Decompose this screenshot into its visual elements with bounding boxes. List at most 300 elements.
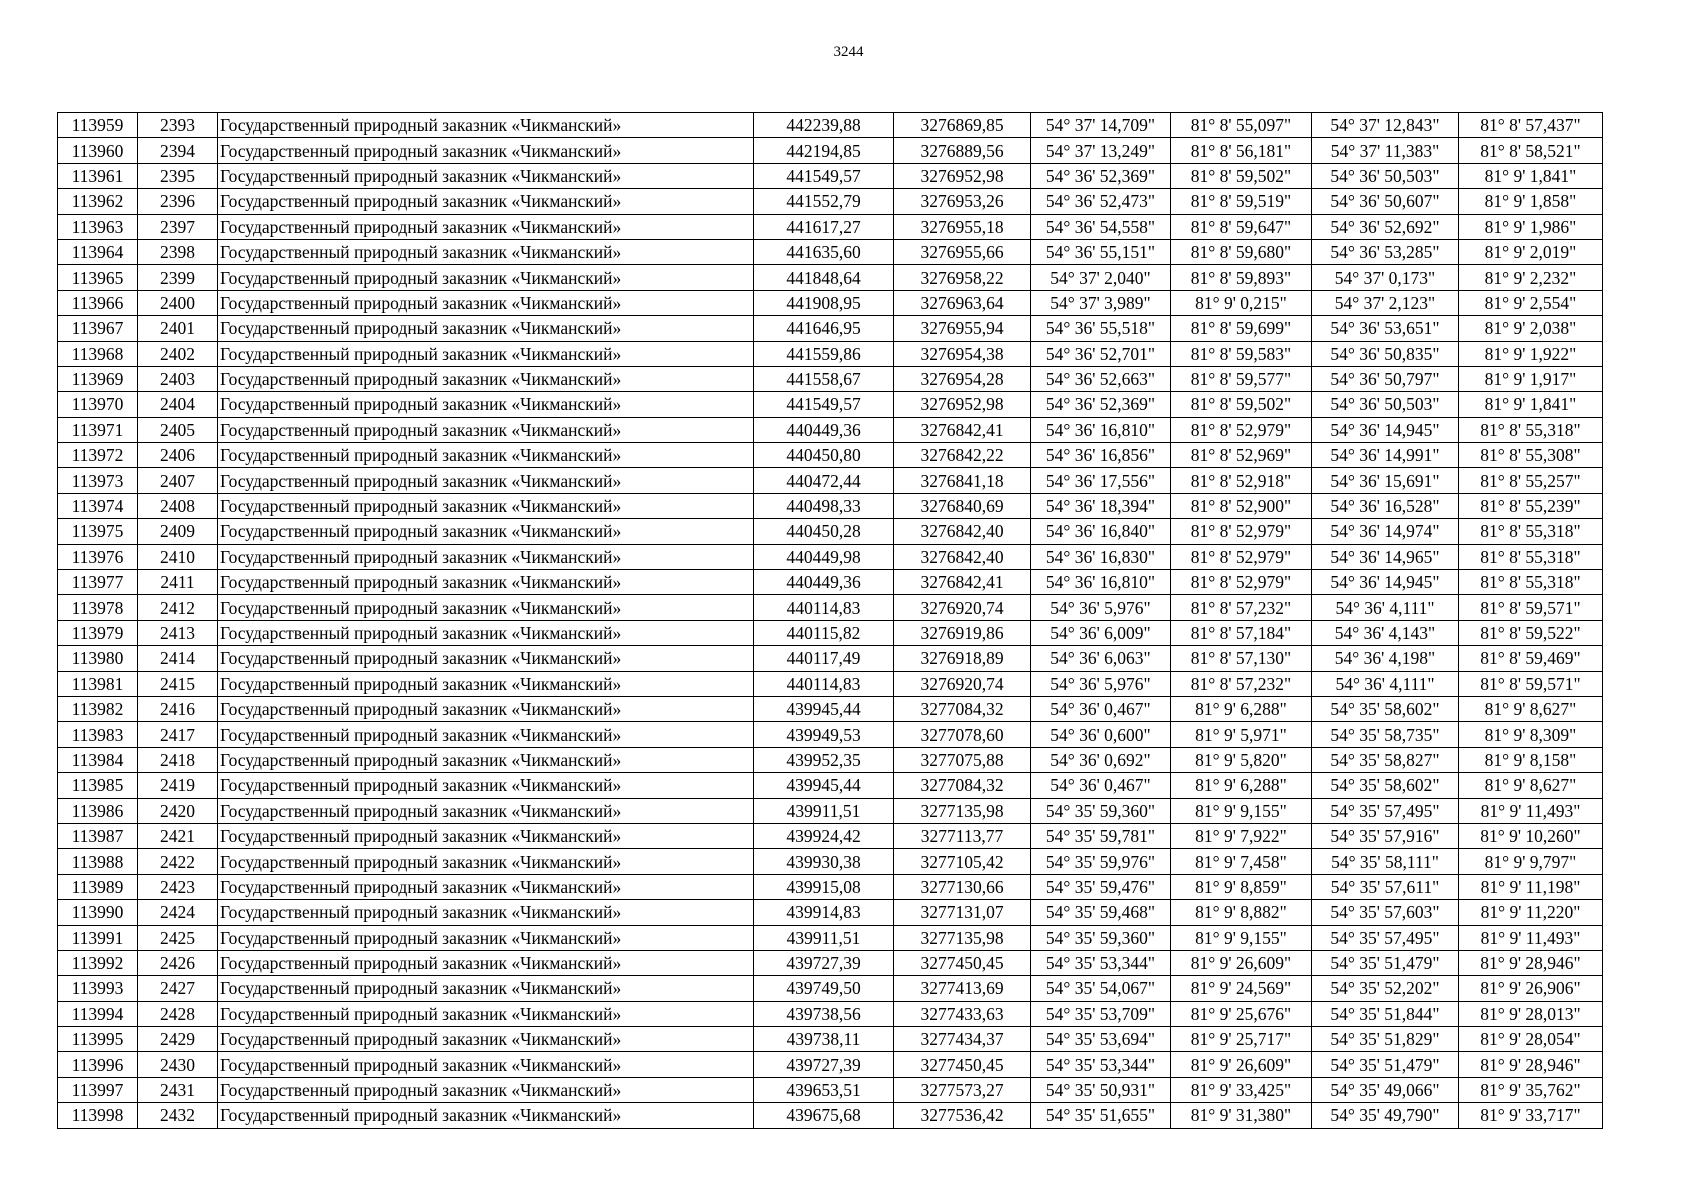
- cell-longitude-2: 81° 8' 55,318": [1459, 417, 1603, 442]
- cell-point-number: 2425: [138, 925, 218, 950]
- cell-longitude-2: 81° 9' 28,013": [1459, 1001, 1603, 1026]
- cell-latitude-1: 54° 35' 53,344": [1031, 950, 1171, 975]
- cell-territory-name: Государственный природный заказник «Чикманский»: [218, 417, 754, 442]
- cell-point-number: 2406: [138, 443, 218, 468]
- cell-y-coordinate: 3277135,98: [894, 798, 1031, 823]
- cell-x-coordinate: 440449,98: [754, 544, 894, 569]
- cell-y-coordinate: 3276920,74: [894, 595, 1031, 620]
- cell-territory-name: Государственный природный заказник «Чикманский»: [218, 671, 754, 696]
- cell-latitude-2: 54° 36' 50,835": [1312, 341, 1459, 366]
- cell-record-id: 113993: [58, 976, 138, 1001]
- cell-x-coordinate: 441559,86: [754, 341, 894, 366]
- cell-point-number: 2399: [138, 265, 218, 290]
- cell-latitude-2: 54° 35' 58,735": [1312, 722, 1459, 747]
- cell-longitude-1: 81° 8' 52,969": [1171, 443, 1312, 468]
- cell-latitude-1: 54° 36' 0,467": [1031, 696, 1171, 721]
- cell-record-id: 113960: [58, 138, 138, 163]
- cell-y-coordinate: 3276952,98: [894, 392, 1031, 417]
- cell-longitude-2: 81° 9' 8,627": [1459, 773, 1603, 798]
- cell-point-number: 2405: [138, 417, 218, 442]
- cell-latitude-2: 54° 36' 4,111": [1312, 595, 1459, 620]
- cell-territory-name: Государственный природный заказник «Чикманский»: [218, 163, 754, 188]
- cell-latitude-2: 54° 36' 4,198": [1312, 646, 1459, 671]
- cell-point-number: 2429: [138, 1027, 218, 1052]
- cell-y-coordinate: 3276842,40: [894, 519, 1031, 544]
- cell-y-coordinate: 3276955,18: [894, 214, 1031, 239]
- cell-latitude-1: 54° 36' 6,063": [1031, 646, 1171, 671]
- cell-record-id: 113979: [58, 620, 138, 645]
- cell-latitude-1: 54° 36' 16,810": [1031, 417, 1171, 442]
- cell-latitude-1: 54° 35' 53,344": [1031, 1052, 1171, 1077]
- cell-territory-name: Государственный природный заказник «Чикманский»: [218, 595, 754, 620]
- cell-record-id: 113973: [58, 468, 138, 493]
- cell-territory-name: Государственный природный заказник «Чикманский»: [218, 747, 754, 772]
- cell-y-coordinate: 3276918,89: [894, 646, 1031, 671]
- cell-territory-name: Государственный природный заказник «Чикманский»: [218, 1052, 754, 1077]
- cell-y-coordinate: 3276920,74: [894, 671, 1031, 696]
- cell-longitude-2: 81° 9' 28,946": [1459, 1052, 1603, 1077]
- cell-latitude-1: 54° 35' 54,067": [1031, 976, 1171, 1001]
- table-row: [58, 214, 1603, 239]
- cell-latitude-2: 54° 35' 58,602": [1312, 696, 1459, 721]
- cell-longitude-2: 81° 9' 1,841": [1459, 392, 1603, 417]
- cell-record-id: 113998: [58, 1103, 138, 1128]
- cell-x-coordinate: 441558,67: [754, 366, 894, 391]
- cell-x-coordinate: 440114,83: [754, 595, 894, 620]
- cell-y-coordinate: 3276841,18: [894, 468, 1031, 493]
- cell-y-coordinate: 3277450,45: [894, 950, 1031, 975]
- cell-record-id: 113997: [58, 1077, 138, 1102]
- cell-x-coordinate: 440449,36: [754, 570, 894, 595]
- cell-longitude-1: 81° 8' 52,979": [1171, 544, 1312, 569]
- cell-latitude-2: 54° 35' 57,495": [1312, 798, 1459, 823]
- cell-longitude-1: 81° 9' 0,215": [1171, 290, 1312, 315]
- table-row: [58, 950, 1603, 975]
- cell-record-id: 113961: [58, 163, 138, 188]
- cell-y-coordinate: 3276842,40: [894, 544, 1031, 569]
- cell-y-coordinate: 3276842,41: [894, 417, 1031, 442]
- cell-territory-name: Государственный природный заказник «Чикманский»: [218, 1103, 754, 1128]
- cell-latitude-1: 54° 35' 59,976": [1031, 849, 1171, 874]
- cell-record-id: 113974: [58, 493, 138, 518]
- cell-longitude-1: 81° 9' 7,922": [1171, 823, 1312, 848]
- cell-latitude-2: 54° 36' 4,143": [1312, 620, 1459, 645]
- cell-longitude-2: 81° 8' 59,469": [1459, 646, 1603, 671]
- table-row: [58, 519, 1603, 544]
- cell-latitude-2: 54° 37' 12,843": [1312, 113, 1459, 138]
- cell-latitude-2: 54° 36' 14,965": [1312, 544, 1459, 569]
- cell-point-number: 2403: [138, 366, 218, 391]
- cell-x-coordinate: 441908,95: [754, 290, 894, 315]
- table-row: [58, 544, 1603, 569]
- cell-latitude-1: 54° 35' 51,655": [1031, 1103, 1171, 1128]
- cell-longitude-1: 81° 9' 6,288": [1171, 696, 1312, 721]
- table-row: [58, 239, 1603, 264]
- table-row: [58, 849, 1603, 874]
- cell-latitude-2: 54° 36' 14,991": [1312, 443, 1459, 468]
- cell-latitude-1: 54° 36' 54,558": [1031, 214, 1171, 239]
- cell-longitude-1: 81° 9' 5,971": [1171, 722, 1312, 747]
- page-number: 3244: [833, 44, 864, 60]
- cell-territory-name: Государственный природный заказник «Чикманский»: [218, 773, 754, 798]
- cell-record-id: 113991: [58, 925, 138, 950]
- cell-latitude-1: 54° 35' 59,360": [1031, 798, 1171, 823]
- cell-point-number: 2404: [138, 392, 218, 417]
- cell-latitude-2: 54° 35' 49,790": [1312, 1103, 1459, 1128]
- cell-point-number: 2418: [138, 747, 218, 772]
- cell-territory-name: Государственный природный заказник «Чикманский»: [218, 493, 754, 518]
- cell-latitude-1: 54° 35' 59,781": [1031, 823, 1171, 848]
- table-row: [58, 443, 1603, 468]
- cell-longitude-2: 81° 9' 26,906": [1459, 976, 1603, 1001]
- cell-record-id: 113971: [58, 417, 138, 442]
- table-row: [58, 823, 1603, 848]
- cell-y-coordinate: 3276955,66: [894, 239, 1031, 264]
- cell-longitude-2: 81° 8' 59,571": [1459, 671, 1603, 696]
- cell-latitude-2: 54° 36' 50,797": [1312, 366, 1459, 391]
- table-row: [58, 671, 1603, 696]
- cell-point-number: 2410: [138, 544, 218, 569]
- table-row: [58, 417, 1603, 442]
- cell-longitude-1: 81° 8' 52,979": [1171, 570, 1312, 595]
- table-row: [58, 265, 1603, 290]
- cell-point-number: 2402: [138, 341, 218, 366]
- cell-record-id: 113967: [58, 316, 138, 341]
- cell-longitude-2: 81° 9' 2,232": [1459, 265, 1603, 290]
- cell-longitude-2: 81° 8' 59,571": [1459, 595, 1603, 620]
- table-row: [58, 468, 1603, 493]
- coordinates-table: [57, 112, 1603, 1129]
- cell-record-id: 113980: [58, 646, 138, 671]
- cell-latitude-2: 54° 35' 58,111": [1312, 849, 1459, 874]
- table-row: [58, 1052, 1603, 1077]
- cell-longitude-1: 81° 8' 59,583": [1171, 341, 1312, 366]
- cell-latitude-1: 54° 36' 52,663": [1031, 366, 1171, 391]
- cell-latitude-1: 54° 36' 0,692": [1031, 747, 1171, 772]
- cell-point-number: 2398: [138, 239, 218, 264]
- table-body: [58, 113, 1603, 1129]
- cell-y-coordinate: 3276953,26: [894, 189, 1031, 214]
- cell-latitude-1: 54° 36' 16,856": [1031, 443, 1171, 468]
- cell-latitude-2: 54° 35' 57,611": [1312, 874, 1459, 899]
- cell-record-id: 113992: [58, 950, 138, 975]
- cell-x-coordinate: 439952,35: [754, 747, 894, 772]
- table-row: [58, 900, 1603, 925]
- cell-territory-name: Государственный природный заказник «Чикманский»: [218, 366, 754, 391]
- cell-latitude-1: 54° 35' 53,709": [1031, 1001, 1171, 1026]
- cell-latitude-1: 54° 36' 55,518": [1031, 316, 1171, 341]
- cell-y-coordinate: 3277135,98: [894, 925, 1031, 950]
- cell-point-number: 2413: [138, 620, 218, 645]
- cell-y-coordinate: 3277434,37: [894, 1027, 1031, 1052]
- cell-latitude-2: 54° 35' 51,479": [1312, 950, 1459, 975]
- cell-y-coordinate: 3276889,56: [894, 138, 1031, 163]
- cell-point-number: 2426: [138, 950, 218, 975]
- cell-territory-name: Государственный природный заказник «Чикманский»: [218, 316, 754, 341]
- cell-x-coordinate: 440450,28: [754, 519, 894, 544]
- cell-y-coordinate: 3276954,28: [894, 366, 1031, 391]
- cell-y-coordinate: 3277075,88: [894, 747, 1031, 772]
- cell-longitude-1: 81° 9' 26,609": [1171, 1052, 1312, 1077]
- table-row: [58, 290, 1603, 315]
- cell-latitude-1: 54° 36' 52,369": [1031, 163, 1171, 188]
- cell-latitude-2: 54° 35' 57,603": [1312, 900, 1459, 925]
- cell-x-coordinate: 441646,95: [754, 316, 894, 341]
- cell-latitude-2: 54° 36' 14,945": [1312, 417, 1459, 442]
- cell-y-coordinate: 3277078,60: [894, 722, 1031, 747]
- cell-territory-name: Государственный природный заказник «Чикманский»: [218, 646, 754, 671]
- cell-territory-name: Государственный природный заказник «Чикманский»: [218, 138, 754, 163]
- cell-point-number: 2421: [138, 823, 218, 848]
- cell-latitude-1: 54° 36' 17,556": [1031, 468, 1171, 493]
- cell-point-number: 2396: [138, 189, 218, 214]
- cell-latitude-2: 54° 35' 49,066": [1312, 1077, 1459, 1102]
- cell-latitude-2: 54° 36' 14,945": [1312, 570, 1459, 595]
- cell-record-id: 113982: [58, 696, 138, 721]
- cell-record-id: 113970: [58, 392, 138, 417]
- cell-record-id: 113995: [58, 1027, 138, 1052]
- cell-point-number: 2414: [138, 646, 218, 671]
- cell-x-coordinate: 439945,44: [754, 773, 894, 798]
- cell-longitude-2: 81° 9' 8,627": [1459, 696, 1603, 721]
- cell-x-coordinate: 441848,64: [754, 265, 894, 290]
- cell-latitude-1: 54° 35' 59,360": [1031, 925, 1171, 950]
- cell-latitude-2: 54° 35' 58,827": [1312, 747, 1459, 772]
- table-row: [58, 874, 1603, 899]
- cell-latitude-1: 54° 37' 13,249": [1031, 138, 1171, 163]
- cell-latitude-1: 54° 36' 52,473": [1031, 189, 1171, 214]
- cell-territory-name: Государственный природный заказник «Чикманский»: [218, 570, 754, 595]
- cell-record-id: 113984: [58, 747, 138, 772]
- cell-x-coordinate: 439930,38: [754, 849, 894, 874]
- cell-longitude-1: 81° 8' 57,232": [1171, 595, 1312, 620]
- cell-latitude-1: 54° 36' 52,369": [1031, 392, 1171, 417]
- cell-longitude-2: 81° 9' 1,986": [1459, 214, 1603, 239]
- cell-x-coordinate: 441617,27: [754, 214, 894, 239]
- cell-longitude-1: 81° 9' 25,717": [1171, 1027, 1312, 1052]
- table-row: [58, 392, 1603, 417]
- cell-territory-name: Государственный природный заказник «Чикманский»: [218, 620, 754, 645]
- cell-territory-name: Государственный природный заказник «Чикманский»: [218, 874, 754, 899]
- cell-x-coordinate: 440115,82: [754, 620, 894, 645]
- cell-longitude-1: 81° 8' 59,647": [1171, 214, 1312, 239]
- cell-y-coordinate: 3276919,86: [894, 620, 1031, 645]
- cell-y-coordinate: 3276842,22: [894, 443, 1031, 468]
- cell-territory-name: Государственный природный заказник «Чикманский»: [218, 239, 754, 264]
- cell-point-number: 2424: [138, 900, 218, 925]
- table-row: [58, 798, 1603, 823]
- cell-longitude-1: 81° 8' 55,097": [1171, 113, 1312, 138]
- cell-point-number: 2423: [138, 874, 218, 899]
- table-row: [58, 341, 1603, 366]
- cell-latitude-2: 54° 35' 51,479": [1312, 1052, 1459, 1077]
- cell-y-coordinate: 3277433,63: [894, 1001, 1031, 1026]
- cell-latitude-2: 54° 36' 53,651": [1312, 316, 1459, 341]
- cell-point-number: 2427: [138, 976, 218, 1001]
- cell-x-coordinate: 441549,57: [754, 392, 894, 417]
- table-row: [58, 595, 1603, 620]
- cell-longitude-2: 81° 8' 55,318": [1459, 570, 1603, 595]
- cell-y-coordinate: 3277573,27: [894, 1077, 1031, 1102]
- cell-latitude-1: 54° 35' 50,931": [1031, 1077, 1171, 1102]
- cell-latitude-2: 54° 35' 51,844": [1312, 1001, 1459, 1026]
- cell-longitude-1: 81° 8' 56,181": [1171, 138, 1312, 163]
- cell-point-number: 2401: [138, 316, 218, 341]
- cell-point-number: 2397: [138, 214, 218, 239]
- table-row: [58, 1001, 1603, 1026]
- cell-x-coordinate: 439653,51: [754, 1077, 894, 1102]
- cell-x-coordinate: 439945,44: [754, 696, 894, 721]
- cell-latitude-2: 54° 36' 4,111": [1312, 671, 1459, 696]
- cell-y-coordinate: 3277105,42: [894, 849, 1031, 874]
- cell-x-coordinate: 441635,60: [754, 239, 894, 264]
- cell-record-id: 113964: [58, 239, 138, 264]
- cell-record-id: 113986: [58, 798, 138, 823]
- cell-x-coordinate: 442239,88: [754, 113, 894, 138]
- cell-record-id: 113994: [58, 1001, 138, 1026]
- cell-territory-name: Государственный природный заказник «Чикманский»: [218, 519, 754, 544]
- cell-latitude-1: 54° 37' 14,709": [1031, 113, 1171, 138]
- cell-latitude-2: 54° 37' 2,123": [1312, 290, 1459, 315]
- cell-longitude-2: 81° 8' 55,308": [1459, 443, 1603, 468]
- cell-territory-name: Государственный природный заказник «Чикманский»: [218, 823, 754, 848]
- cell-y-coordinate: 3276842,41: [894, 570, 1031, 595]
- cell-longitude-1: 81° 9' 31,380": [1171, 1103, 1312, 1128]
- cell-x-coordinate: 439727,39: [754, 950, 894, 975]
- cell-latitude-1: 54° 37' 2,040": [1031, 265, 1171, 290]
- cell-point-number: 2415: [138, 671, 218, 696]
- cell-latitude-1: 54° 36' 55,151": [1031, 239, 1171, 264]
- cell-y-coordinate: 3277450,45: [894, 1052, 1031, 1077]
- cell-y-coordinate: 3277130,66: [894, 874, 1031, 899]
- cell-x-coordinate: 440117,49: [754, 646, 894, 671]
- cell-latitude-1: 54° 35' 53,694": [1031, 1027, 1171, 1052]
- cell-y-coordinate: 3277084,32: [894, 696, 1031, 721]
- cell-longitude-1: 81° 8' 52,900": [1171, 493, 1312, 518]
- cell-x-coordinate: 439749,50: [754, 976, 894, 1001]
- cell-longitude-2: 81° 9' 1,922": [1459, 341, 1603, 366]
- cell-point-number: 2420: [138, 798, 218, 823]
- cell-point-number: 2432: [138, 1103, 218, 1128]
- cell-point-number: 2417: [138, 722, 218, 747]
- cell-record-id: 113975: [58, 519, 138, 544]
- cell-territory-name: Государственный природный заказник «Чикманский»: [218, 849, 754, 874]
- cell-record-id: 113983: [58, 722, 138, 747]
- cell-record-id: 113966: [58, 290, 138, 315]
- cell-latitude-1: 54° 36' 0,600": [1031, 722, 1171, 747]
- cell-longitude-2: 81° 8' 59,522": [1459, 620, 1603, 645]
- table-row: [58, 189, 1603, 214]
- cell-longitude-2: 81° 9' 10,260": [1459, 823, 1603, 848]
- cell-longitude-1: 81° 8' 59,502": [1171, 163, 1312, 188]
- cell-x-coordinate: 439675,68: [754, 1103, 894, 1128]
- cell-longitude-2: 81° 9' 2,038": [1459, 316, 1603, 341]
- cell-longitude-2: 81° 9' 33,717": [1459, 1103, 1603, 1128]
- cell-territory-name: Государственный природный заказник «Чикманский»: [218, 1077, 754, 1102]
- cell-y-coordinate: 3276869,85: [894, 113, 1031, 138]
- cell-record-id: 113965: [58, 265, 138, 290]
- cell-territory-name: Государственный природный заказник «Чикманский»: [218, 950, 754, 975]
- table-row: [58, 1103, 1603, 1128]
- cell-record-id: 113996: [58, 1052, 138, 1077]
- cell-longitude-1: 81° 8' 57,232": [1171, 671, 1312, 696]
- cell-territory-name: Государственный природный заказник «Чикманский»: [218, 722, 754, 747]
- cell-x-coordinate: 441549,57: [754, 163, 894, 188]
- table-row: [58, 316, 1603, 341]
- cell-longitude-2: 81° 9' 11,493": [1459, 798, 1603, 823]
- table-row: [58, 493, 1603, 518]
- cell-latitude-1: 54° 36' 0,467": [1031, 773, 1171, 798]
- table-row: [58, 163, 1603, 188]
- cell-latitude-2: 54° 36' 15,691": [1312, 468, 1459, 493]
- cell-longitude-1: 81° 8' 52,979": [1171, 519, 1312, 544]
- cell-record-id: 113959: [58, 113, 138, 138]
- table-row: [58, 1077, 1603, 1102]
- cell-longitude-2: 81° 8' 55,257": [1459, 468, 1603, 493]
- cell-latitude-1: 54° 36' 16,830": [1031, 544, 1171, 569]
- cell-latitude-1: 54° 36' 16,810": [1031, 570, 1171, 595]
- cell-x-coordinate: 439738,11: [754, 1027, 894, 1052]
- cell-point-number: 2430: [138, 1052, 218, 1077]
- cell-latitude-2: 54° 36' 16,528": [1312, 493, 1459, 518]
- cell-latitude-1: 54° 36' 52,701": [1031, 341, 1171, 366]
- cell-x-coordinate: 440114,83: [754, 671, 894, 696]
- cell-longitude-2: 81° 9' 35,762": [1459, 1077, 1603, 1102]
- cell-x-coordinate: 440472,44: [754, 468, 894, 493]
- cell-record-id: 113985: [58, 773, 138, 798]
- cell-longitude-1: 81° 8' 59,502": [1171, 392, 1312, 417]
- cell-record-id: 113968: [58, 341, 138, 366]
- cell-territory-name: Государственный природный заказник «Чикманский»: [218, 189, 754, 214]
- cell-longitude-1: 81° 8' 52,918": [1171, 468, 1312, 493]
- table-row: [58, 925, 1603, 950]
- cell-territory-name: Государственный природный заказник «Чикманский»: [218, 443, 754, 468]
- cell-longitude-1: 81° 9' 8,859": [1171, 874, 1312, 899]
- table-row: [58, 113, 1603, 138]
- cell-latitude-2: 54° 35' 52,202": [1312, 976, 1459, 1001]
- cell-y-coordinate: 3277113,77: [894, 823, 1031, 848]
- cell-record-id: 113981: [58, 671, 138, 696]
- cell-latitude-1: 54° 36' 18,394": [1031, 493, 1171, 518]
- cell-longitude-2: 81° 8' 58,521": [1459, 138, 1603, 163]
- cell-point-number: 2411: [138, 570, 218, 595]
- cell-point-number: 2419: [138, 773, 218, 798]
- cell-y-coordinate: 3276963,64: [894, 290, 1031, 315]
- cell-longitude-1: 81° 8' 57,130": [1171, 646, 1312, 671]
- cell-longitude-1: 81° 9' 24,569": [1171, 976, 1312, 1001]
- cell-y-coordinate: 3277413,69: [894, 976, 1031, 1001]
- cell-point-number: 2409: [138, 519, 218, 544]
- cell-territory-name: Государственный природный заказник «Чикманский»: [218, 1001, 754, 1026]
- cell-point-number: 2431: [138, 1077, 218, 1102]
- cell-latitude-1: 54° 35' 59,476": [1031, 874, 1171, 899]
- cell-point-number: 2395: [138, 163, 218, 188]
- cell-latitude-1: 54° 37' 3,989": [1031, 290, 1171, 315]
- cell-latitude-2: 54° 35' 57,916": [1312, 823, 1459, 848]
- cell-territory-name: Государственный природный заказник «Чикманский»: [218, 798, 754, 823]
- cell-record-id: 113987: [58, 823, 138, 848]
- cell-longitude-2: 81° 8' 55,239": [1459, 493, 1603, 518]
- cell-latitude-2: 54° 36' 50,503": [1312, 163, 1459, 188]
- cell-latitude-1: 54° 36' 5,976": [1031, 595, 1171, 620]
- cell-point-number: 2416: [138, 696, 218, 721]
- cell-longitude-1: 81° 8' 57,184": [1171, 620, 1312, 645]
- cell-x-coordinate: 439738,56: [754, 1001, 894, 1026]
- cell-x-coordinate: 439727,39: [754, 1052, 894, 1077]
- cell-longitude-2: 81° 9' 8,309": [1459, 722, 1603, 747]
- cell-x-coordinate: 440450,80: [754, 443, 894, 468]
- table-row: [58, 773, 1603, 798]
